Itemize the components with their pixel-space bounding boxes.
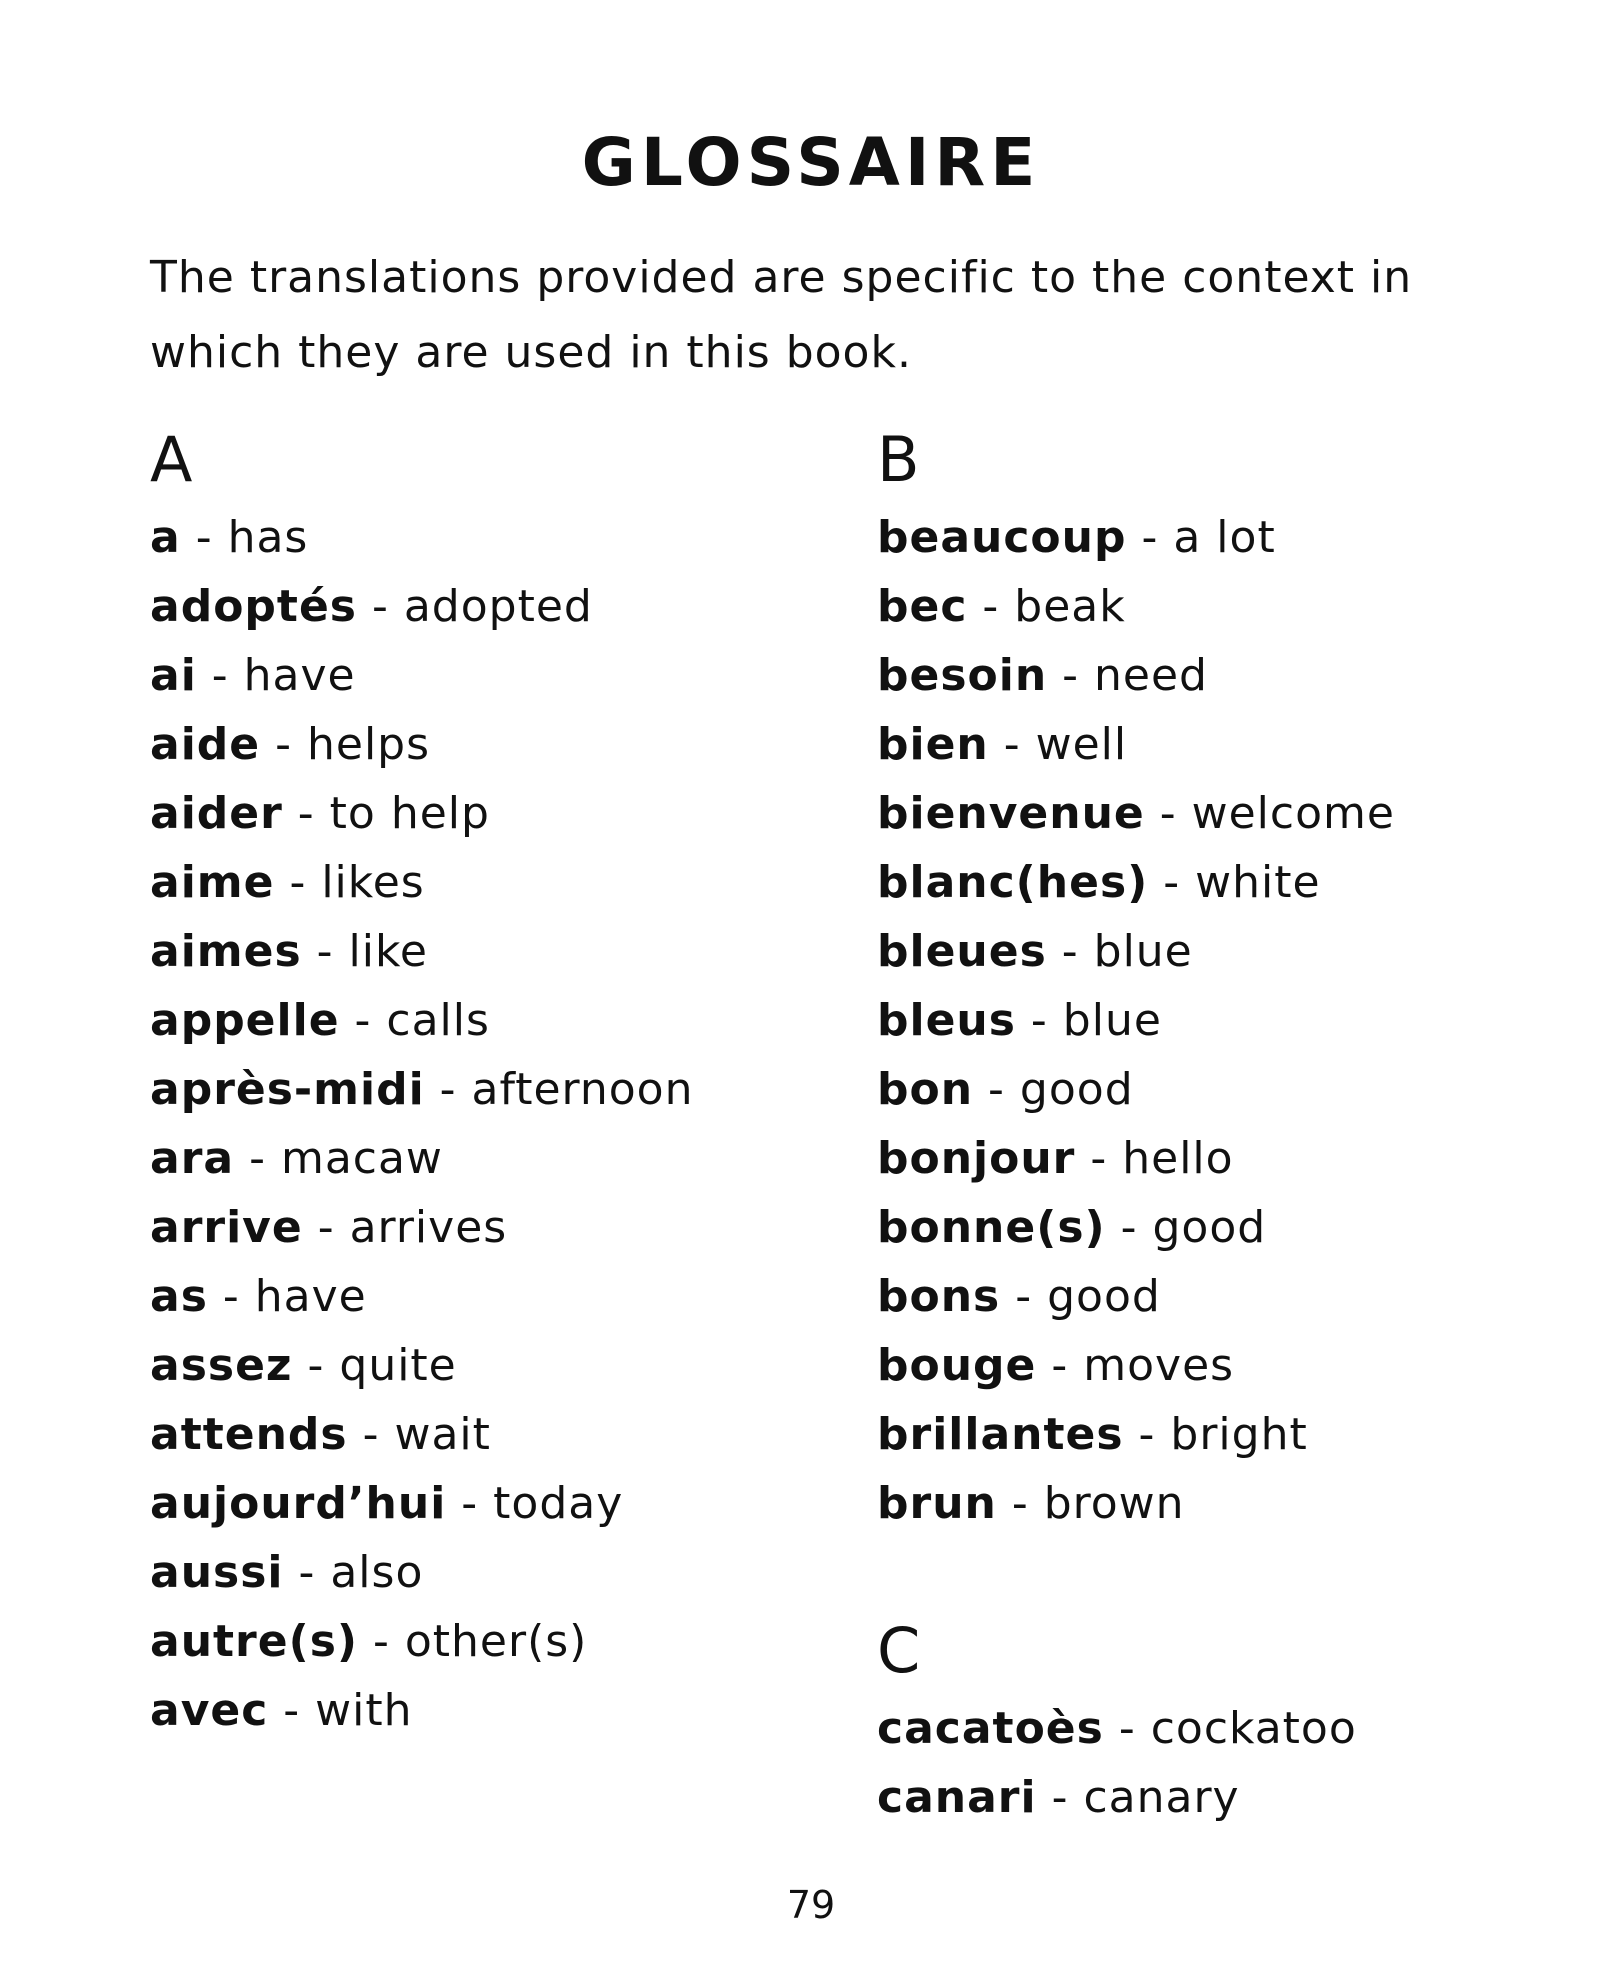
glossary-entry	[150, 1193, 850, 1262]
glossary-entry	[150, 1607, 850, 1676]
glossary-entry	[150, 917, 850, 986]
glossary-translation: cockatoo	[1150, 1703, 1357, 1754]
glossary-separator: -	[180, 512, 228, 563]
glossary-translation: to help	[329, 788, 490, 839]
glossary-separator: -	[347, 1409, 395, 1460]
glossary-word: bleus	[877, 995, 1016, 1046]
glossary-word: attends	[150, 1409, 348, 1460]
glossary-entry	[877, 1055, 1577, 1124]
glossary-word: avec	[150, 1685, 269, 1736]
glossary-word: brun	[877, 1478, 997, 1529]
glossary-entry	[150, 572, 850, 641]
glossary-translation: also	[330, 1547, 424, 1598]
glossary-separator: -	[967, 581, 1015, 632]
glossary-translation: welcome	[1191, 788, 1395, 839]
glossary-entry	[877, 848, 1577, 917]
glossary-translation: a lot	[1173, 512, 1276, 563]
glossary-entry	[150, 779, 850, 848]
glossary-separator: -	[996, 1478, 1044, 1529]
glossary-separator: -	[1046, 926, 1094, 977]
glossary-separator: -	[973, 1064, 1020, 1115]
glossary-entry	[150, 1262, 850, 1331]
glossary-word: bouge	[877, 1340, 1037, 1391]
glossary-separator: -	[339, 995, 387, 1046]
glossary-entry	[150, 1538, 850, 1607]
glossary-separator: -	[1015, 995, 1063, 1046]
glossary-separator: -	[268, 1685, 316, 1736]
glossary-translation: white	[1195, 857, 1321, 908]
glossary-separator: -	[1148, 857, 1196, 908]
glossary-word: bon	[877, 1064, 974, 1115]
glossary-entry	[150, 641, 850, 710]
glossary-word: autre(s)	[150, 1616, 358, 1667]
glossary-entry	[150, 1400, 850, 1469]
glossary-word: bienvenue	[877, 788, 1145, 839]
glossary-translation: hello	[1122, 1133, 1234, 1184]
glossary-translation: moves	[1083, 1340, 1235, 1391]
glossary-entry	[877, 1469, 1577, 1538]
glossary-entry	[150, 1469, 850, 1538]
glossary-entry	[877, 986, 1577, 1055]
glossary-entry	[150, 503, 850, 572]
glossary-translation: has	[227, 512, 309, 563]
glossary-translation: bright	[1170, 1409, 1308, 1460]
glossary-column-left	[150, 425, 850, 1745]
glossary-entry	[877, 1262, 1577, 1331]
glossary-entry	[150, 848, 850, 917]
glossary-word: aujourd’hui	[150, 1478, 447, 1529]
glossary-word: appelle	[150, 995, 340, 1046]
glossary-translation: wait	[394, 1409, 491, 1460]
glossary-separator: -	[1000, 1271, 1048, 1322]
glossary-word: canari	[877, 1772, 1037, 1823]
glossary-separator: -	[1123, 1409, 1171, 1460]
glossary-separator: -	[446, 1478, 494, 1529]
glossary-word: bons	[877, 1271, 1001, 1322]
glossary-translation: likes	[321, 857, 425, 908]
glossary-entry	[877, 1694, 1577, 1763]
glossary-separator: -	[234, 1133, 281, 1184]
glossary-separator: -	[988, 719, 1036, 770]
glossary-translation: good	[1019, 1064, 1134, 1115]
glossary-word: aide	[150, 719, 261, 770]
glossary-separator: -	[292, 1340, 340, 1391]
intro-text: The translations provided are specific to the context in which they are used in this book.	[150, 252, 1413, 378]
glossary-word: ara	[150, 1133, 235, 1184]
glossary-entry	[877, 1124, 1577, 1193]
glossary-separator: -	[1047, 650, 1095, 701]
glossary-separator: -	[1144, 788, 1192, 839]
glossary-translation: blue	[1093, 926, 1193, 977]
glossary-translation: afternoon	[471, 1064, 694, 1115]
glossary-translation: adopted	[403, 581, 593, 632]
section-letter: B	[877, 423, 920, 496]
glossary-entry	[877, 641, 1577, 710]
glossary-entry	[877, 779, 1577, 848]
glossary-entry	[877, 710, 1577, 779]
glossary-word: beaucoup	[877, 512, 1127, 563]
glossary-translation: helps	[306, 719, 431, 770]
glossary-word: bonne(s)	[877, 1202, 1106, 1253]
glossary-entry	[877, 1400, 1577, 1469]
glossary-word: cacatoès	[877, 1703, 1104, 1754]
glossary-word: arrive	[150, 1202, 303, 1253]
page-title: GLOSSAIRE	[581, 124, 1041, 201]
glossary-entry	[877, 917, 1577, 986]
glossary-word: aussi	[150, 1547, 284, 1598]
glossary-entry	[150, 1124, 850, 1193]
glossary-translation: with	[315, 1685, 413, 1736]
glossary-word: ai	[150, 650, 197, 701]
glossary-word: bien	[877, 719, 989, 770]
glossary-entry	[877, 572, 1577, 641]
glossary-separator: -	[1105, 1202, 1153, 1253]
glossary-word: bec	[877, 581, 968, 632]
glossary-translation: have	[254, 1271, 367, 1322]
glossary-separator: -	[207, 1271, 255, 1322]
glossary-translation: well	[1035, 719, 1128, 770]
glossary-separator: -	[301, 926, 349, 977]
section-letter: C	[877, 1614, 921, 1687]
glossary-translation: quite	[339, 1340, 457, 1391]
glossary-separator: -	[1103, 1703, 1151, 1754]
glossary-entry	[150, 1676, 850, 1745]
glossary-translation: brown	[1043, 1478, 1185, 1529]
section-gap	[877, 1538, 1577, 1616]
glossary-entry	[150, 710, 850, 779]
glossary-word: a	[150, 512, 181, 563]
glossary-word: bonjour	[877, 1133, 1076, 1184]
glossary-word: blanc(hes)	[877, 857, 1149, 908]
glossary-separator: -	[282, 788, 330, 839]
glossary-separator: -	[274, 857, 322, 908]
glossary-translation: arrives	[349, 1202, 508, 1253]
glossary-separator: -	[1036, 1340, 1084, 1391]
glossary-separator: -	[196, 650, 244, 701]
glossary-translation: today	[493, 1478, 624, 1529]
glossary-word: aider	[150, 788, 283, 839]
glossary-separator: -	[1075, 1133, 1123, 1184]
glossary-translation: have	[243, 650, 356, 701]
glossary-separator: -	[302, 1202, 350, 1253]
glossary-word: aimes	[150, 926, 302, 977]
page-number: 79	[786, 1883, 836, 1927]
glossary-separator: -	[424, 1064, 472, 1115]
glossary-word: aime	[150, 857, 275, 908]
glossary-word: brillantes	[877, 1409, 1124, 1460]
glossary-entry	[150, 1055, 850, 1124]
section-letter: A	[150, 423, 193, 496]
glossary-word: bleues	[877, 926, 1047, 977]
glossary-translation: macaw	[280, 1133, 443, 1184]
glossary-entry	[150, 1331, 850, 1400]
glossary-separator: -	[283, 1547, 331, 1598]
glossary-translation: like	[348, 926, 428, 977]
glossary-separator: -	[356, 581, 404, 632]
glossary-entry	[150, 986, 850, 1055]
glossary-separator: -	[358, 1616, 405, 1667]
glossary-translation: other(s)	[404, 1616, 588, 1667]
glossary-translation: canary	[1083, 1772, 1240, 1823]
glossary-translation: good	[1152, 1202, 1267, 1253]
glossary-translation: beak	[1014, 581, 1126, 632]
glossary-translation: calls	[386, 995, 490, 1046]
glossary-word: assez	[150, 1340, 293, 1391]
glossary-translation: good	[1047, 1271, 1161, 1322]
glossary-word: après-midi	[150, 1064, 425, 1115]
glossary-word: besoin	[877, 650, 1048, 701]
glossary-entry	[877, 1331, 1577, 1400]
glossary-translation: need	[1094, 650, 1208, 701]
glossary-separator: -	[260, 719, 307, 770]
glossary-separator: -	[1126, 512, 1174, 563]
glossary-separator: -	[1036, 1772, 1084, 1823]
glossary-translation: blue	[1062, 995, 1162, 1046]
glossary-column-right	[877, 425, 1577, 1832]
glossary-word: adoptés	[150, 581, 357, 632]
glossary-entry	[877, 1193, 1577, 1262]
glossary-entry	[877, 1763, 1577, 1832]
glossary-word: as	[150, 1271, 208, 1322]
glossary-entry	[877, 503, 1577, 572]
